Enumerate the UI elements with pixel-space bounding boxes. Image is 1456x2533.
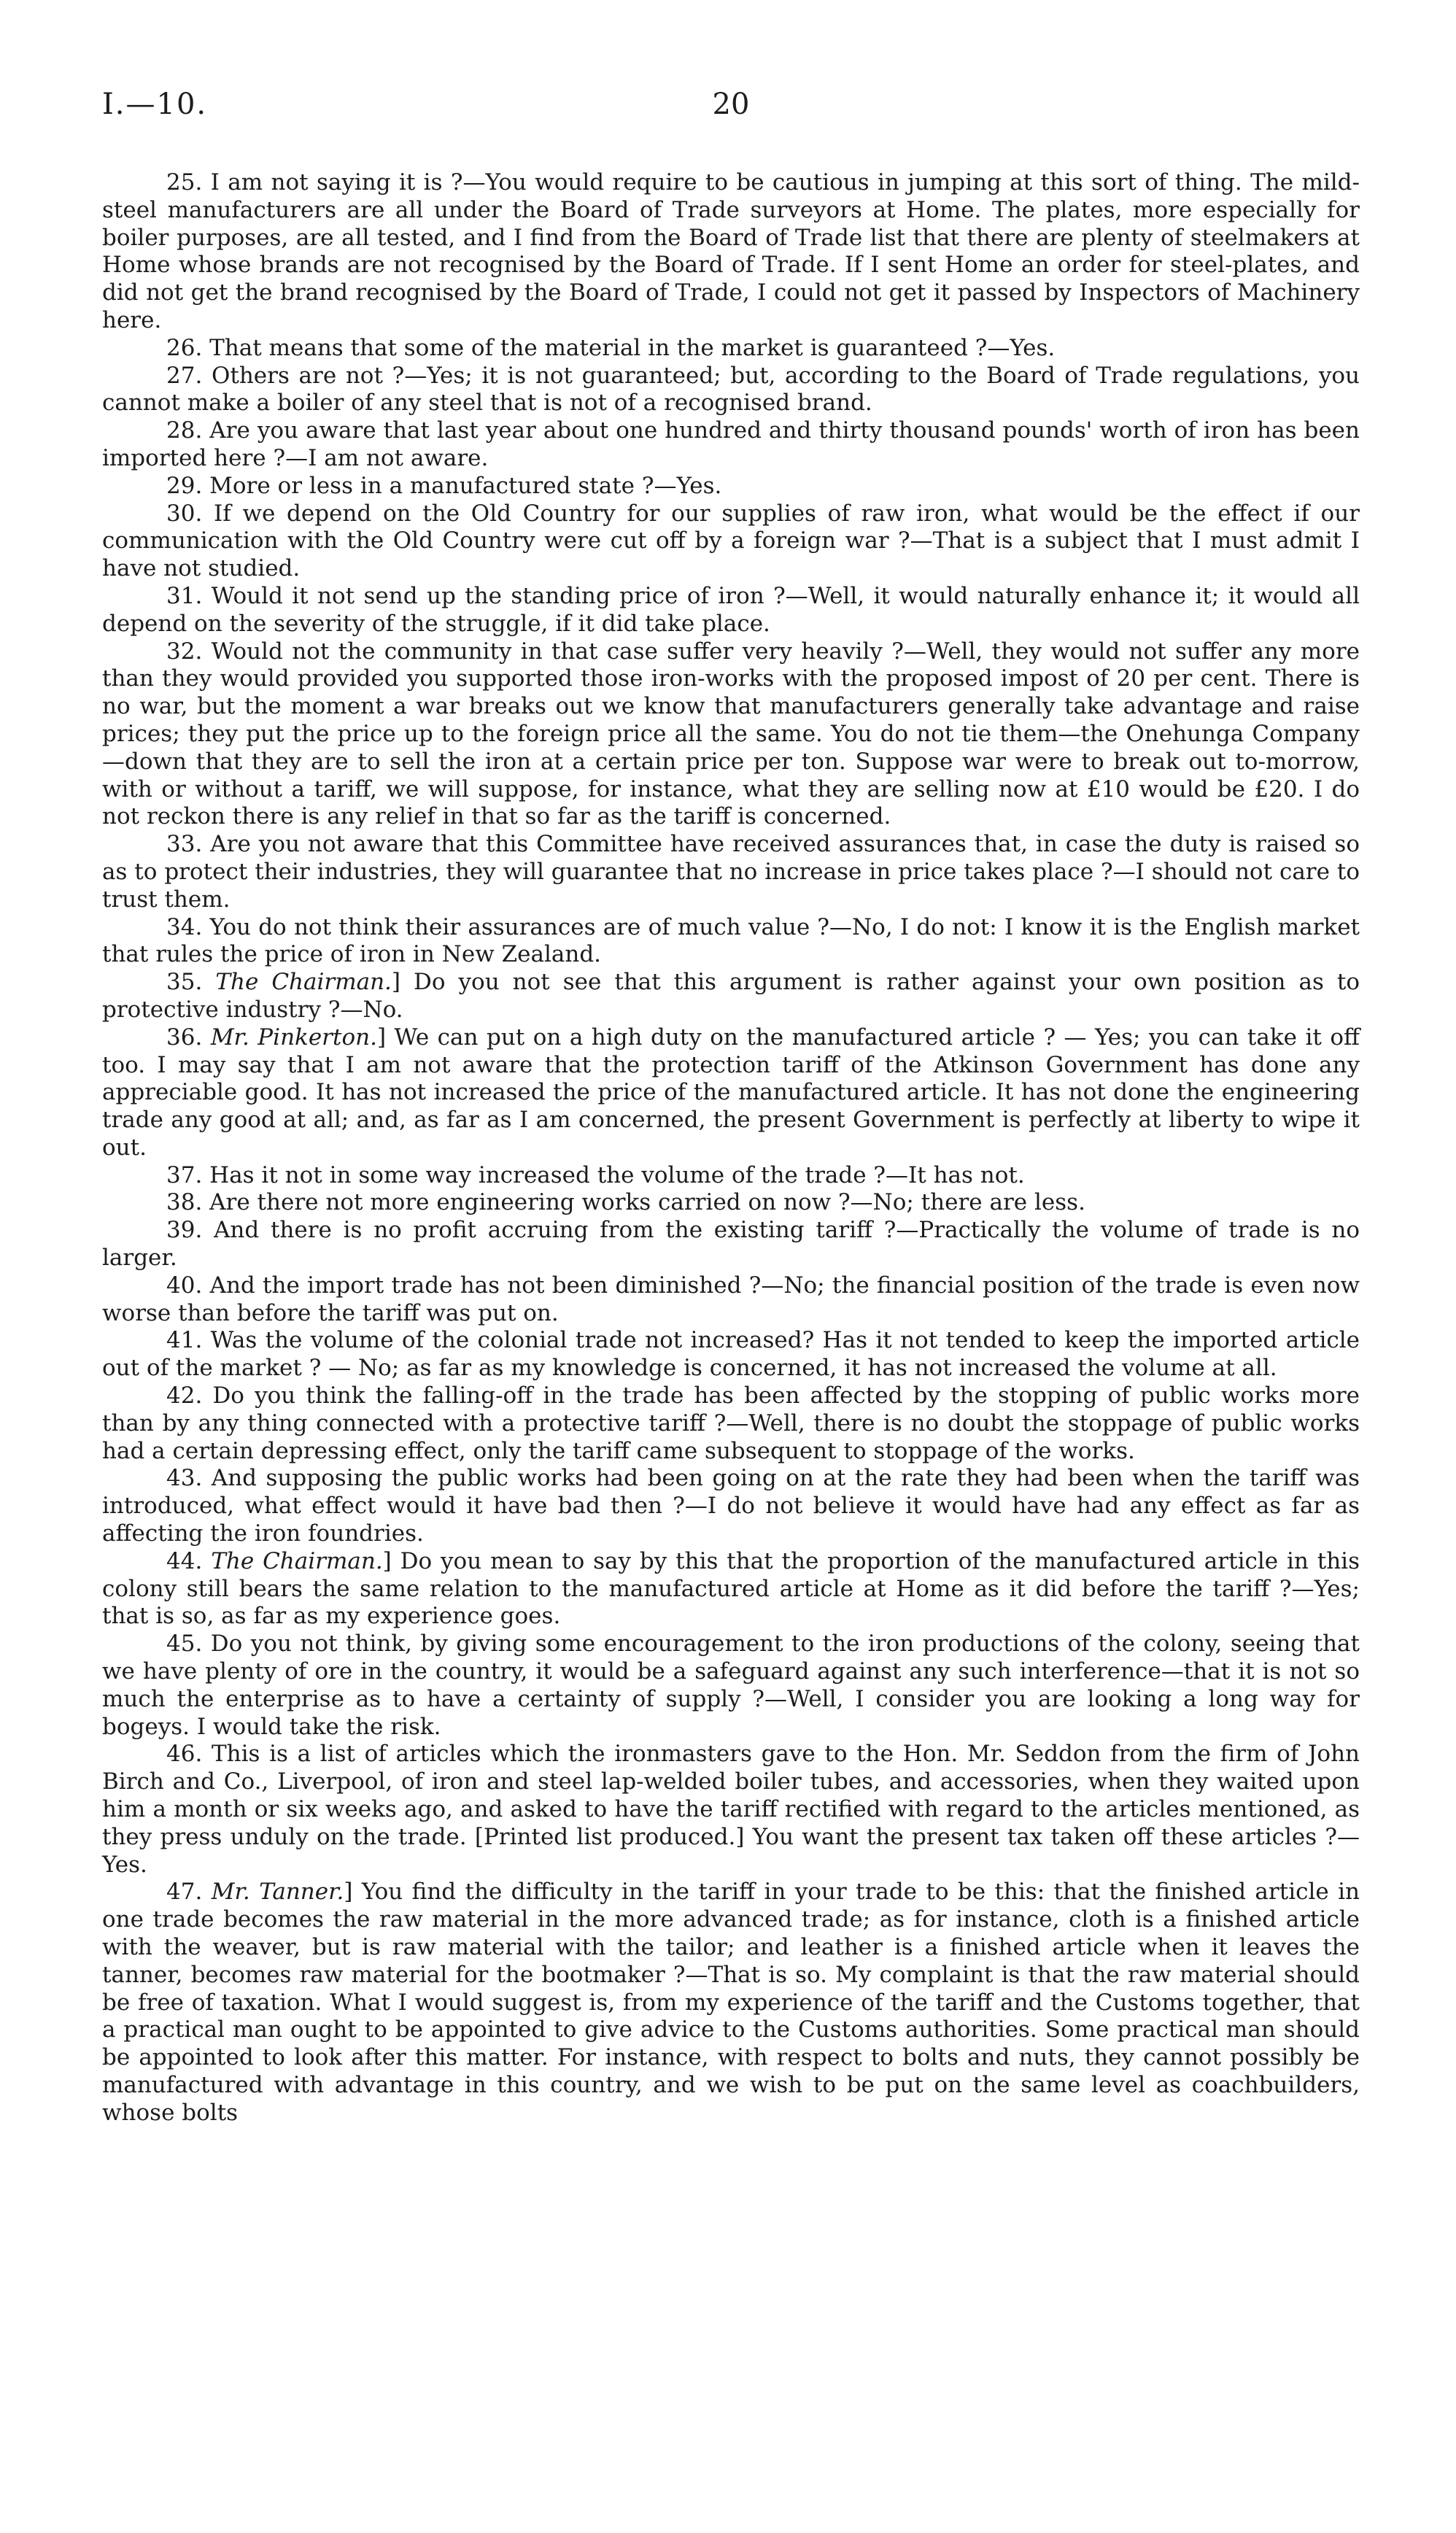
question-number: 36. xyxy=(166,1024,203,1051)
paragraph-text: ] Do you mean to say by this that the proportion of the manufactured article in this colony still bears the same relation to the manufactured article at Home as it did before the tariff ?—Yes; that is so, as far as my experience goes. xyxy=(102,1547,1360,1630)
paragraph-text: ] We can put on a high duty on the manufactured article ? — Yes; you can take it off too. I may say that I am not aware that the protection tariff of the Atkinson Government has done any appreciable good. It has not increased the price of the manufactured article. It has not done the engineering trade any good at all; and, as far as I am concerned, the present Government is perfectly at liberty to wipe it out. xyxy=(102,1024,1360,1161)
speaker-name: Mr. Pinkerton. xyxy=(210,1024,377,1051)
paragraph-36 xyxy=(102,1024,1360,1162)
paragraph-43: 43. And supposing the public works had been going on at the rate they had been when the tariff was introduced, what effect would it have bad then ?—I do not believe it would have had any effect as far as affecting the iron foundries. xyxy=(102,1465,1360,1547)
paragraph-35 xyxy=(102,969,1360,1024)
page-header xyxy=(102,88,1360,131)
paragraph-27: 27. Others are not ?—Yes; it is not guaranteed; but, according to the Board of Trade regulations, you cannot make a boiler of any steel that is not of a recognised brand. xyxy=(102,362,1360,417)
paragraph-46: 46. This is a list of articles which the ironmasters gave to the Hon. Mr. Seddon from the firm of John Birch and Co., Liverpool, of iron and steel lap-welded boiler tubes, and accessories, when they waited upon him a month or six weeks ago, and asked to have the tariff rectified with regard to the articles mentioned, as they press unduly on the trade. [Printed list produced.] You want the present tax taken off these articles ?—Yes. xyxy=(102,1741,1360,1878)
speaker-name: Mr. Tanner. xyxy=(211,1879,344,1906)
paragraph-30: 30. If we depend on the Old Country for our supplies of raw iron, what would be the effect if our communication with the Old Country were cut off by a foreign war ?—That is a subject that I must admit I have not studied. xyxy=(102,500,1360,582)
speaker-name: The Chairman. xyxy=(215,969,392,996)
paragraph-47 xyxy=(102,1879,1360,2127)
paragraph-text: ] You find the difficulty in the tariff in your trade to be this: that the finished article in one trade becomes the raw material in the more advanced trade; as for instance, cloth is a finished article with the weaver, but is raw material with the tailor; and leather is a finished article when it leaves the tanner, becomes raw material for the bootmaker ?—That is so. My complaint is that the raw material should be free of taxation. What I would suggest is, from my experience of the tariff and the Customs together, that a practical man ought to be appointed to give advice to the Customs authorities. Some practical man should be appointed to look after this matter. For instance, with respect to bolts and nuts, they cannot possibly be manufactured with advantage in this country, and we wish to be put on the same level as coachbuilders, whose bolts xyxy=(102,1879,1360,2126)
body-text xyxy=(102,169,1360,2127)
paragraph-39: 39. And there is no profit accruing from the existing tariff ?—Practically the volume of trade is no larger. xyxy=(102,1217,1360,1272)
document-reference: I.—10. xyxy=(102,88,208,121)
question-number: 35. xyxy=(166,969,203,996)
paragraph-33: 33. Are you not aware that this Committee have received assurances that, in case the duty is raised so as to protect their industries, they will guarantee that no increase in price takes place ?—I should not care to trust them. xyxy=(102,831,1360,913)
speaker-name: The Chairman. xyxy=(211,1547,383,1574)
paragraph-38: 38. Are there not more engineering works carried on now ?—No; there are less. xyxy=(166,1189,1085,1216)
question-number: 44. xyxy=(166,1547,203,1574)
paragraph-41: 41. Was the volume of the colonial trade not increased? Has it not tended to keep the imported article out of the market ? — No; as far as my knowledge is concerned, it has not increased the volume at all. xyxy=(102,1327,1360,1382)
paragraph-25: 25. I am not saying it is ?—You would require to be cautious in jumping at this sort of thing. The mild-steel manufacturers are all under the Board of Trade surveyors at Home. The plates, more especially for boiler purposes, are all tested, and I find from the Board of Trade list that there are plenty of steelmakers at Home whose brands are not recognised by the Board of Trade. If I sent Home an order for steel-plates, and did not get the brand recognised by the Board of Trade, I could not get it passed by Inspectors of Machinery here. xyxy=(102,169,1360,333)
paragraph-28: 28. Are you aware that last year about one hundred and thirty thousand pounds' worth of iron has been imported here ?—I am not aware. xyxy=(102,417,1360,471)
paragraph-42: 42. Do you think the falling-off in the trade has been affected by the stopping of public works more than by any thing connected with a protective tariff ?—Well, there is no doubt the stoppage of public works had a certain depressing effect, only the tariff came subsequent to stoppage of the works. xyxy=(102,1382,1360,1464)
paragraph-44 xyxy=(102,1548,1360,1631)
paragraph-37: 37. Has it not in some way increased the volume of the trade ?—It has not. xyxy=(166,1161,1025,1188)
paragraph-text: ] Do you not see that this argument is rather against your own position as to protective industry ?—No. xyxy=(102,969,1360,1023)
page-number: 20 xyxy=(712,88,750,121)
question-number: 47. xyxy=(166,1879,203,1906)
paragraph-26: 26. That means that some of the material in the market is guaranteed ?—Yes. xyxy=(166,334,1056,361)
paragraph-32: 32. Would not the community in that case suffer very heavily ?—Well, they would not suffer any more than they would provided you supported those iron-works with the proposed impost of 20 per cent. There is no war, but the moment a war breaks out we know that manufacturers generally take advantage and raise prices; they put the price up to the foreign price all the same. You do not tie them—the Onehunga Company—down that they are to sell the iron at a certain price per ton. Suppose war were to break out to-morrow, with or without a tariff, we will suppose, for instance, what they are selling now at £10 would be £20. I do not reckon there is any relief in that so far as the tariff is concerned. xyxy=(102,638,1360,830)
paragraph-29: 29. More or less in a manufactured state ?—Yes. xyxy=(166,472,722,499)
paragraph-40: 40. And the import trade has not been diminished ?—No; the financial position of the trade is even now worse than before the tariff was put on. xyxy=(102,1272,1360,1326)
paragraph-31: 31. Would it not send up the standing price of iron ?—Well, it would naturally enhance it; it would all depend on the severity of the struggle, if it did take place. xyxy=(102,582,1360,637)
paragraph-45: 45. Do you not think, by giving some encouragement to the iron productions of the colony, seeing that we have plenty of ore in the country, it would be a safeguard against any such interference—that it is not so much the enterprise as to have a certainty of supply ?—Well, I consider you are looking a long way for bogeys. I would take the risk. xyxy=(102,1631,1360,1740)
paragraph-34: 34. You do not think their assurances are of much value ?—No, I do not: I know it is the English market that rules the price of iron in New Zealand. xyxy=(102,913,1360,968)
